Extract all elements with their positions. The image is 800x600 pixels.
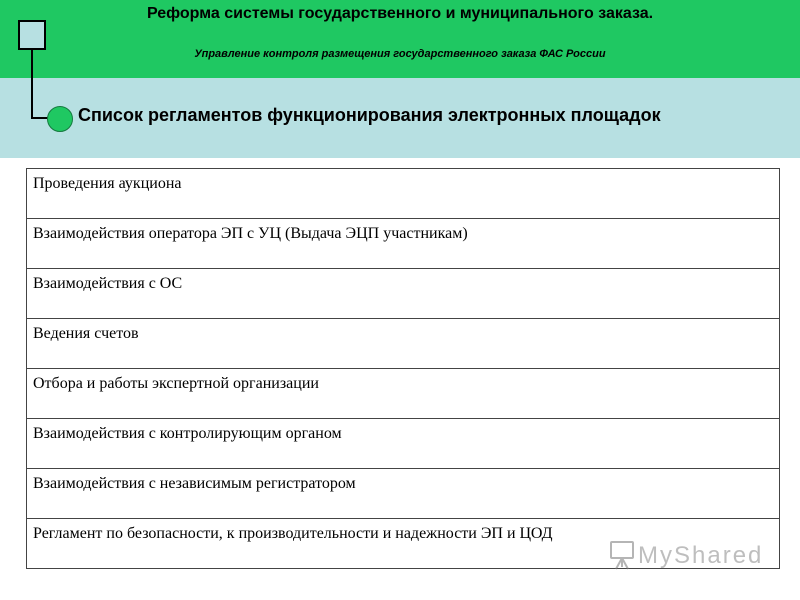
table-cell	[27, 369, 780, 419]
presentation-board-icon	[611, 542, 633, 558]
regulations-table	[26, 168, 780, 569]
table-row	[27, 169, 780, 219]
table-row	[27, 419, 780, 469]
table-row	[27, 369, 780, 419]
table-cell	[27, 419, 780, 469]
header-subtitle: Управление контроля размещения государственного заказа ФАС России	[194, 48, 606, 60]
table-cell	[27, 269, 780, 319]
header-title: Реформа системы государственного и муниципального заказа.	[146, 5, 654, 22]
section-title: Список регламентов функционирования электронных площадок	[78, 105, 661, 125]
regulation-label: Проведения аукциона	[33, 175, 182, 192]
table-cell	[27, 169, 780, 219]
table-cell	[27, 469, 780, 519]
watermark-logo	[608, 538, 768, 572]
table-row	[27, 319, 780, 369]
regulation-label: Ведения счетов	[33, 325, 139, 342]
connector-line-vertical	[31, 50, 33, 118]
regulation-label: Отбора и работы экспертной организации	[33, 375, 319, 392]
table-cell	[27, 319, 780, 369]
table-cell	[27, 219, 780, 269]
decorative-square-icon	[18, 20, 46, 50]
watermark-text: MyShared	[638, 542, 764, 569]
table-row	[27, 469, 780, 519]
regulation-label: Взаимодействия оператора ЭП с УЦ (Выдача ЭЦП участникам)	[33, 225, 468, 242]
regulation-label: Регламент по безопасности, к производительности и надежности ЭП и ЦОД	[33, 525, 553, 542]
regulation-label: Взаимодействия с ОС	[33, 275, 183, 292]
table-row	[27, 219, 780, 269]
decorative-circle-icon	[47, 106, 73, 132]
regulation-label: Взаимодействия с контролирующим органом	[33, 425, 342, 442]
table-row	[27, 269, 780, 319]
regulation-label: Взаимодействия с независимым регистратором	[33, 475, 356, 492]
